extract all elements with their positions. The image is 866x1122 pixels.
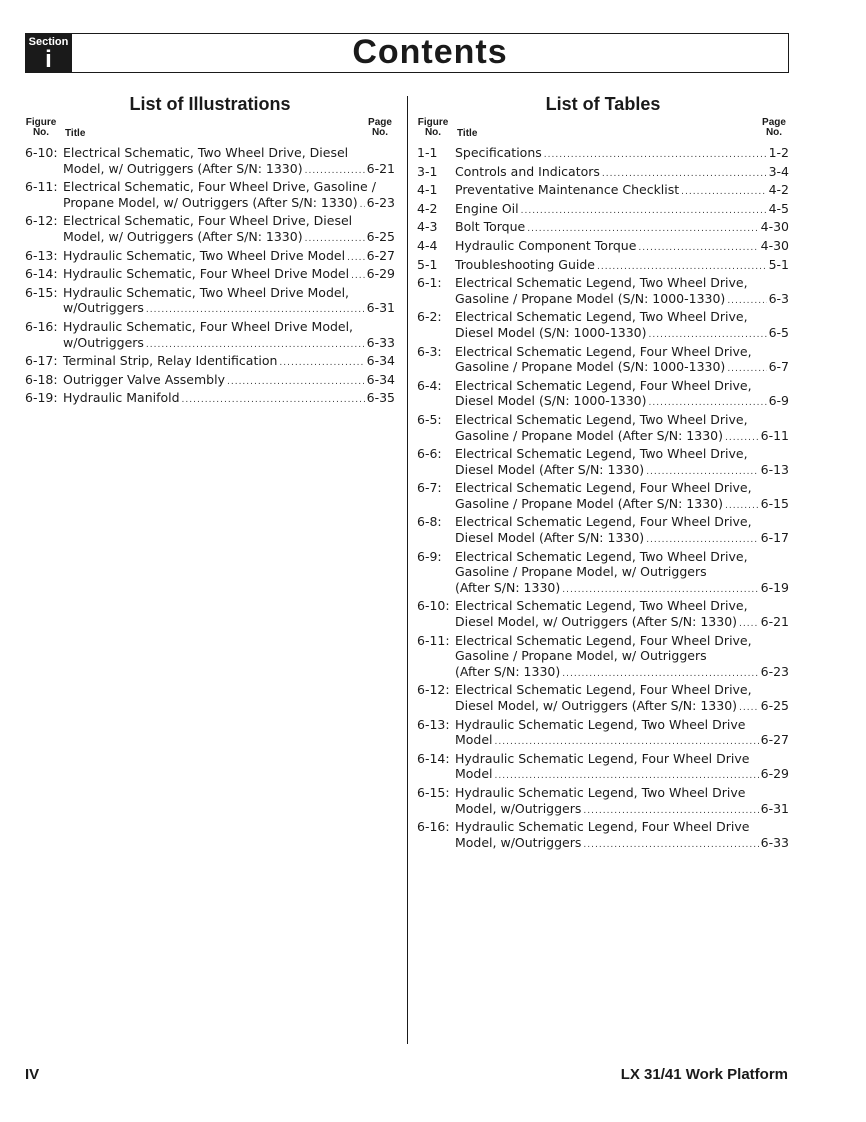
- entry-title-line: Hydraulic Schematic, Four Wheel Drive Model,: [63, 318, 354, 334]
- entry-body: [63, 213, 395, 247]
- entry-title-line: Engine Oil: [455, 200, 519, 216]
- entry-title-line: Gasoline / Propane Model, w/ Outriggers: [455, 564, 707, 580]
- entry-page: 6-27: [366, 247, 395, 263]
- entry-leader-row: [455, 462, 789, 481]
- toc-entry[interactable]: [417, 819, 789, 853]
- column-divider: [407, 96, 408, 1044]
- figure-no-header: [25, 118, 57, 138]
- entry-body: [455, 514, 789, 548]
- entry-body: [455, 633, 789, 683]
- entry-body: [63, 319, 395, 353]
- entry-page: 6-29: [366, 266, 395, 282]
- entry-leader-row: [455, 530, 789, 549]
- dot-leader: [646, 533, 758, 549]
- illustrations-column-header: [25, 118, 395, 140]
- entry-leader-row: [63, 229, 395, 248]
- entry-body: [455, 238, 789, 257]
- toc-entry[interactable]: [25, 266, 395, 285]
- dot-leader: [351, 269, 365, 285]
- entry-title-line: Diesel Model (S/N: 1000-1330): [455, 324, 647, 340]
- dot-leader: [649, 328, 767, 344]
- entry-number: 6-11:: [25, 179, 58, 195]
- toc-entry[interactable]: [417, 549, 789, 599]
- toc-entry[interactable]: [417, 164, 789, 183]
- toc-entry[interactable]: [417, 412, 789, 446]
- title-box: [72, 33, 789, 73]
- entry-title-line: Diesel Model (After S/N: 1330): [455, 461, 645, 477]
- entry-title-line: Gasoline / Propane Model (After S/N: 1330): [455, 495, 723, 511]
- entry-title-line: Controls and Indicators: [455, 163, 600, 179]
- entry-leader-row: [63, 266, 395, 285]
- entry-number: 6-3:: [417, 343, 442, 359]
- entry-number: 3-1: [417, 163, 438, 179]
- dot-leader: [739, 701, 759, 717]
- entry-title-line: w/Outriggers: [63, 334, 144, 350]
- entry-leader-row: [455, 732, 789, 751]
- entry-leader-row: [63, 195, 395, 214]
- section-badge: [25, 33, 72, 73]
- entry-body: [63, 285, 395, 319]
- entry-title-line: Electrical Schematic, Two Wheel Drive, Diesel: [63, 145, 349, 160]
- entry-number: 6-13:: [25, 247, 58, 263]
- entry-leader-row: [63, 161, 395, 180]
- entry-body: [455, 682, 789, 716]
- entry-body: [455, 309, 789, 343]
- toc-entry[interactable]: [417, 717, 789, 751]
- entry-title-line: Hydraulic Schematic Legend, Four Wheel Drive: [455, 819, 750, 835]
- entry-number: 6-8:: [417, 514, 442, 530]
- entry-page: 6-7: [768, 359, 789, 375]
- entry-leader-row: [455, 428, 789, 447]
- page-title: Contents: [352, 33, 508, 71]
- entry-title-line: Diesel Model, w/ Outriggers (After S/N: 1330): [455, 614, 738, 630]
- entry-leader-row: [63, 248, 395, 267]
- entry-number: 6-4:: [417, 377, 442, 393]
- toc-entry[interactable]: [417, 378, 789, 412]
- entry-body: [63, 145, 395, 179]
- entry-body: [455, 717, 789, 751]
- toc-entry[interactable]: [25, 145, 395, 179]
- dot-leader: [638, 241, 758, 257]
- entry-number: 6-5:: [417, 411, 442, 427]
- entry-leader-row: [63, 300, 395, 319]
- entry-page: 6-23: [760, 663, 789, 679]
- entry-title-line: Diesel Model (S/N: 1000-1330): [455, 393, 647, 409]
- dot-leader: [727, 362, 766, 378]
- entry-page: 6-33: [366, 334, 395, 350]
- entry-number: 6-14:: [25, 266, 58, 282]
- entry-number: 4-1: [417, 182, 438, 198]
- entry-page: 6-35: [366, 390, 395, 406]
- entry-number: 6-18:: [25, 371, 58, 387]
- entry-leader-row: [455, 291, 789, 310]
- toc-entry[interactable]: [417, 598, 789, 632]
- entry-body: [63, 390, 395, 409]
- entry-title-line: Troubleshooting Guide: [455, 256, 595, 272]
- toc-entry[interactable]: [417, 480, 789, 514]
- toc-entry[interactable]: [25, 213, 395, 247]
- toc-entry[interactable]: [417, 344, 789, 378]
- tables-column-header: [417, 118, 789, 140]
- entry-title-line: Gasoline / Propane Model, w/ Outriggers: [455, 648, 707, 664]
- figure-header-label: Figure: [417, 117, 449, 128]
- entry-body: [455, 182, 789, 201]
- entry-page: 6-34: [366, 371, 395, 387]
- entry-leader-row: [455, 698, 789, 717]
- entry-title-line: (After S/N: 1330): [455, 579, 561, 595]
- toc-entry[interactable]: [25, 390, 395, 409]
- entry-page: 5-1: [768, 256, 789, 272]
- entry-title-line: Model: [455, 732, 493, 748]
- entry-title-line: Gasoline / Propane Model (S/N: 1000-1330): [455, 359, 726, 375]
- toc-entry[interactable]: [417, 446, 789, 480]
- entry-leader-row: [455, 325, 789, 344]
- toc-entry[interactable]: [417, 219, 789, 238]
- dot-leader: [544, 148, 767, 164]
- entry-page: 6-31: [366, 300, 395, 316]
- dot-leader: [562, 667, 758, 683]
- entry-page: 6-11: [760, 427, 789, 443]
- dot-leader: [583, 838, 758, 854]
- entry-leader-row: [455, 219, 789, 238]
- entry-number: 6-12:: [25, 213, 58, 229]
- toc-entry[interactable]: [417, 201, 789, 220]
- entry-page: 6-19: [760, 579, 789, 595]
- entry-page: 4-30: [760, 219, 789, 235]
- entry-page: 3-4: [768, 163, 789, 179]
- entry-title-line: Model, w/Outriggers: [455, 834, 582, 850]
- toc-entry[interactable]: [417, 514, 789, 548]
- page-no-header: [365, 118, 395, 138]
- toc-entry[interactable]: [417, 751, 789, 785]
- entry-number: 6-17:: [25, 353, 58, 369]
- entry-title-line: Electrical Schematic Legend, Four Wheel Drive,: [455, 480, 752, 496]
- toc-entry[interactable]: [417, 682, 789, 716]
- entry-page: 6-31: [760, 800, 789, 816]
- entry-title-line: Model, w/Outriggers: [455, 800, 582, 816]
- dot-leader: [146, 338, 365, 354]
- dot-leader: [681, 185, 766, 201]
- entry-number: 4-2: [417, 200, 438, 216]
- entry-number: 1-1: [417, 145, 438, 160]
- entry-title-line: w/Outriggers: [63, 300, 144, 316]
- entry-leader-row: [63, 372, 395, 391]
- entry-title-line: Hydraulic Schematic Legend, Four Wheel Drive: [455, 750, 750, 766]
- entry-page: 4-5: [768, 200, 789, 216]
- page-no-header-label: No.: [371, 127, 389, 138]
- toc-entry[interactable]: [417, 238, 789, 257]
- entry-title-line: Model, w/ Outriggers (After S/N: 1330): [63, 160, 303, 176]
- dot-leader: [146, 303, 365, 319]
- entry-body: [455, 219, 789, 238]
- entry-number: 6-1:: [417, 275, 442, 291]
- dot-leader: [725, 499, 759, 515]
- entry-title-line: Diesel Model, w/ Outriggers (After S/N: 1330): [455, 698, 738, 713]
- toc-entry[interactable]: [417, 275, 789, 309]
- entry-leader-row: [455, 359, 789, 378]
- entry-number: 4-3: [417, 219, 438, 235]
- entry-number: 6-15:: [417, 784, 450, 800]
- tables-heading: List of Tables: [545, 94, 661, 114]
- dot-leader: [279, 356, 364, 372]
- entry-body: [63, 266, 395, 285]
- entry-body: [455, 480, 789, 514]
- dot-leader: [597, 260, 767, 276]
- entry-body: [63, 179, 395, 213]
- dot-leader: [725, 431, 759, 447]
- entry-number: 6-16:: [417, 819, 450, 835]
- entry-page: 6-25: [760, 698, 789, 713]
- illustrations-list: [25, 145, 395, 409]
- entry-body: [455, 819, 789, 853]
- section-label: Section: [28, 36, 69, 48]
- dot-leader: [495, 735, 759, 751]
- toc-entry[interactable]: [25, 285, 395, 319]
- entry-title-line: Diesel Model (After S/N: 1330): [455, 530, 645, 546]
- figure-header-label: Figure: [25, 117, 57, 128]
- toc-entry[interactable]: [417, 633, 789, 683]
- entry-page: 6-15: [760, 495, 789, 511]
- entry-title-line: Electrical Schematic Legend, Two Wheel Drive,: [455, 548, 748, 564]
- dot-leader: [521, 204, 767, 220]
- entry-number: 6-2:: [417, 309, 442, 325]
- title-header: Title: [457, 128, 478, 139]
- entry-title-line: Electrical Schematic Legend, Four Wheel Drive,: [455, 682, 752, 698]
- entry-number: 6-19:: [25, 390, 58, 406]
- entry-number: 4-4: [417, 237, 438, 253]
- entry-page: 6-21: [760, 614, 789, 630]
- entry-number: 6-16:: [25, 318, 58, 334]
- entry-leader-row: [455, 393, 789, 412]
- page-no-header: [759, 118, 789, 138]
- entry-title-line: Propane Model, w/ Outriggers (After S/N: 1330): [63, 194, 358, 210]
- footer-product-name: LX 31/41 Work Platform: [620, 1066, 788, 1083]
- section-number: i: [45, 46, 52, 73]
- dot-leader: [649, 396, 767, 412]
- entry-title-line: Model: [455, 766, 493, 782]
- entry-leader-row: [455, 238, 789, 257]
- entry-number: 6-14:: [417, 750, 450, 766]
- entry-body: [455, 201, 789, 220]
- entry-leader-row: [63, 353, 395, 372]
- entry-title-line: Outrigger Valve Assembly: [63, 371, 225, 387]
- entry-title-line: Gasoline / Propane Model (After S/N: 1330): [455, 427, 723, 443]
- entry-title-line: Preventative Maintenance Checklist: [455, 182, 680, 198]
- dot-leader: [646, 465, 758, 481]
- entry-number: 6-6:: [417, 446, 442, 462]
- entry-page: 6-29: [760, 766, 789, 782]
- entry-page: 6-5: [768, 324, 789, 340]
- toc-entry[interactable]: [25, 372, 395, 391]
- entry-title-line: Electrical Schematic, Four Wheel Drive, Diesel: [63, 213, 353, 229]
- entry-page: 6-13: [760, 461, 789, 477]
- entry-body: [455, 785, 789, 819]
- entry-title-line: Electrical Schematic, Four Wheel Drive, Gasoline /: [63, 179, 376, 195]
- entry-number: 5-1: [417, 256, 438, 272]
- toc-entry[interactable]: [417, 257, 789, 276]
- entry-page: 6-21: [366, 160, 395, 176]
- entry-number: 6-9:: [417, 548, 442, 564]
- entry-page: 6-23: [366, 194, 395, 210]
- dot-leader: [495, 769, 759, 785]
- entry-title-line: Hydraulic Schematic Legend, Two Wheel Drive: [455, 716, 746, 732]
- title-header: Title: [65, 128, 86, 139]
- dot-leader: [305, 164, 365, 180]
- entry-body: [455, 164, 789, 183]
- entry-leader-row: [63, 335, 395, 354]
- dot-leader: [360, 198, 365, 214]
- entry-title-line: Terminal Strip, Relay Identification: [63, 353, 278, 369]
- entry-title-line: Specifications: [455, 145, 542, 160]
- entry-title-line: Electrical Schematic Legend, Four Wheel Drive,: [455, 343, 752, 359]
- dot-leader: [182, 393, 365, 409]
- toc-entry[interactable]: [25, 179, 395, 213]
- entry-body: [63, 353, 395, 372]
- dot-leader: [305, 232, 365, 248]
- entry-number: 6-12:: [417, 682, 450, 698]
- entry-body: [63, 248, 395, 267]
- entry-number: 6-10:: [25, 145, 58, 160]
- page-header-label: Page: [762, 117, 786, 128]
- dot-leader: [583, 804, 758, 820]
- toc-entry[interactable]: [417, 785, 789, 819]
- toc-entry[interactable]: [25, 248, 395, 267]
- entry-leader-row: [455, 766, 789, 785]
- entry-title-line: Hydraulic Schematic, Two Wheel Drive Model,: [63, 284, 350, 300]
- entry-leader-row: [455, 201, 789, 220]
- entry-title-line: Hydraulic Component Torque: [455, 237, 637, 253]
- page-header-label: Page: [368, 117, 392, 128]
- entry-leader-row: [63, 390, 395, 409]
- toc-entry[interactable]: [25, 353, 395, 372]
- illustrations-heading: List of Illustrations: [129, 94, 291, 114]
- figure-no-header: [417, 118, 449, 138]
- entry-body: [455, 751, 789, 785]
- dot-leader: [602, 167, 767, 183]
- illustrations-column: [25, 93, 395, 409]
- entry-page: 6-25: [366, 228, 395, 244]
- entry-page: 4-2: [768, 182, 789, 198]
- footer-page-number: IV: [25, 1066, 40, 1083]
- tables-list: [417, 145, 789, 853]
- toc-entry[interactable]: [417, 145, 789, 164]
- entry-page: 6-27: [760, 732, 789, 748]
- toc-entry[interactable]: [25, 319, 395, 353]
- entry-title-line: Electrical Schematic Legend, Two Wheel Drive,: [455, 411, 748, 427]
- entry-page: 4-30: [760, 237, 789, 253]
- entry-title-line: Electrical Schematic Legend, Two Wheel Drive,: [455, 598, 748, 614]
- entry-body: [455, 275, 789, 309]
- entry-leader-row: [455, 801, 789, 820]
- dot-leader: [739, 617, 759, 633]
- entry-body: [455, 549, 789, 599]
- entry-title-line: Hydraulic Manifold: [63, 390, 180, 406]
- entry-title-line: Electrical Schematic Legend, Four Wheel Drive,: [455, 514, 752, 530]
- dot-leader: [562, 583, 758, 599]
- entry-body: [455, 378, 789, 412]
- entry-number: 6-13:: [417, 716, 450, 732]
- entry-leader-row: [455, 664, 789, 683]
- entry-title-line: (After S/N: 1330): [455, 663, 561, 679]
- entry-page: 6-34: [366, 353, 395, 369]
- entry-body: [455, 446, 789, 480]
- entry-number: 6-11:: [417, 632, 450, 648]
- entry-number: 6-10:: [417, 598, 450, 614]
- entry-title-line: Electrical Schematic Legend, Four Wheel Drive,: [455, 632, 752, 648]
- dot-leader: [227, 375, 365, 391]
- entry-page: 6-3: [768, 290, 789, 306]
- entry-title-line: Electrical Schematic Legend, Four Wheel Drive,: [455, 377, 752, 393]
- entry-body: [455, 257, 789, 276]
- entry-number: 6-15:: [25, 284, 58, 300]
- entry-page: 6-9: [768, 393, 789, 409]
- entry-leader-row: [455, 614, 789, 633]
- toc-entry[interactable]: [417, 309, 789, 343]
- entry-leader-row: [455, 580, 789, 599]
- entry-title-line: Hydraulic Schematic, Two Wheel Drive Model: [63, 247, 346, 263]
- entry-title-line: Hydraulic Schematic Legend, Two Wheel Drive: [455, 784, 746, 800]
- page-no-header-label: No.: [765, 127, 783, 138]
- entry-leader-row: [455, 145, 789, 164]
- entry-leader-row: [455, 164, 789, 183]
- entry-title-line: Electrical Schematic Legend, Two Wheel Drive,: [455, 446, 748, 462]
- entry-title-line: Hydraulic Schematic, Four Wheel Drive Model: [63, 266, 350, 282]
- entry-title-line: Bolt Torque: [455, 219, 526, 235]
- entry-body: [63, 372, 395, 391]
- entry-page: 1-2: [768, 145, 789, 160]
- dot-leader: [727, 294, 766, 310]
- figure-no-header-label: No.: [424, 127, 442, 138]
- entry-title-line: Electrical Schematic Legend, Two Wheel Drive,: [455, 309, 748, 325]
- entry-body: [455, 598, 789, 632]
- entry-leader-row: [455, 835, 789, 854]
- entry-body: [455, 412, 789, 446]
- entry-body: [455, 145, 789, 164]
- tables-column: [417, 93, 789, 853]
- entry-number: 6-7:: [417, 480, 442, 496]
- entry-page: 6-17: [760, 530, 789, 546]
- entry-title-line: Electrical Schematic Legend, Two Wheel Drive,: [455, 275, 748, 291]
- entry-page: 6-33: [760, 834, 789, 850]
- entry-title-line: Model, w/ Outriggers (After S/N: 1330): [63, 228, 303, 244]
- entry-title-line: Gasoline / Propane Model (S/N: 1000-1330): [455, 290, 726, 306]
- toc-entry[interactable]: [417, 182, 789, 201]
- entry-leader-row: [455, 257, 789, 276]
- dot-leader: [527, 222, 758, 238]
- entry-leader-row: [455, 496, 789, 515]
- entry-leader-row: [455, 182, 789, 201]
- figure-no-header-label: No.: [32, 127, 50, 138]
- dot-leader: [347, 251, 365, 267]
- entry-body: [455, 344, 789, 378]
